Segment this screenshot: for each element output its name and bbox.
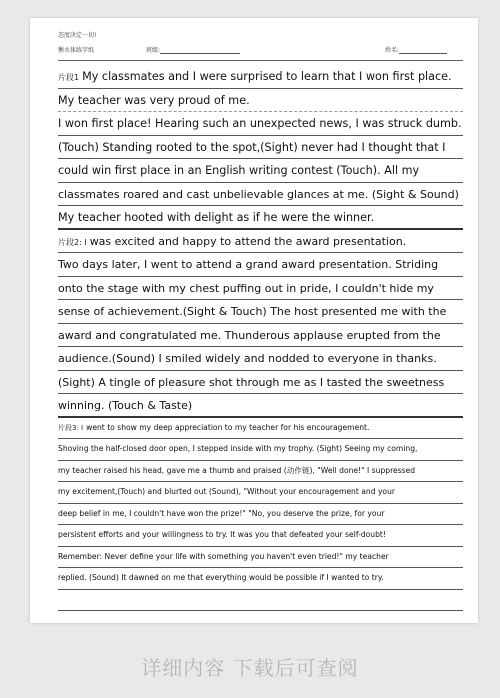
name-blank — [399, 53, 447, 54]
name-field — [385, 45, 447, 54]
section-2-line-2: Two days later, I went to attend a grand award presentation. Striding — [58, 253, 463, 277]
section-1-line-1: 片段1 My classmates and I were surprised to learn that I won first place. — [58, 65, 463, 89]
section-3-line-2: Shoving the half-closed door open, I stepped inside with my trophy. (Sight) Seeing my coming, — [58, 439, 463, 461]
essay-body — [58, 65, 463, 611]
section-2-line-6: audience.(Sound) I smiled widely and nodded to everyone in thanks. — [58, 347, 463, 371]
class-field — [146, 45, 240, 54]
section-1-line-7: My teacher hooted with delight as if he were the winner. — [58, 206, 463, 230]
section-1-line-2: My teacher was very proud of me. — [58, 89, 463, 113]
section-3-line-5: deep belief in me, I couldn't have won the prize!" "No, you deserve the prize, for your — [58, 504, 463, 526]
section-3-line-9 — [58, 590, 463, 612]
name-label: 姓名: — [385, 47, 400, 54]
sheet-header — [58, 45, 463, 57]
section-2-line-5: award and congratulated me. Thunderous applause erupted from the — [58, 324, 463, 348]
section-2-line-8: winning. (Touch & Taste) — [58, 394, 463, 418]
class-blank — [160, 53, 240, 54]
section-1-label: 片段1 — [58, 73, 80, 82]
section-1-line-6: classmates roared and cast unbelievable glances at me. (Sight & Sound) — [58, 183, 463, 207]
section-2-line-7: (Sight) A tingle of pleasure shot through me as I tasted the sweetness — [58, 371, 463, 395]
section-2-line-3: onto the stage with my chest puffing out in pride, I couldn't hide my — [58, 277, 463, 301]
section-3-line-1: 片段3: I went to show my deep appreciation to my teacher for his encouragement. — [58, 418, 463, 440]
writing-sheet — [30, 18, 478, 623]
section-2-line-1: 片段2: I was excited and happy to attend the award presentation. — [58, 230, 463, 254]
section-1-line-3: I won first place! Hearing such an unexpected news, I was struck dumb. — [58, 112, 463, 136]
download-watermark: 详细内容 下载后可查阅 — [141, 656, 359, 680]
section-3-line-8: replied. (Sound) It dawned on me that everything would be possible if I wanted to try. — [58, 568, 463, 590]
section-3-line-7: Remember: Never define your life with something you haven't even tried!" my teacher — [58, 547, 463, 569]
section-3-line-4: my excitement,(Touch) and blurted out (Sound), "Without your encouragement and your — [58, 482, 463, 504]
motto-text: 态度决定一切! — [58, 32, 97, 39]
header-rule — [58, 60, 463, 61]
class-label: 班级: — [146, 47, 161, 54]
section-2-line-4: sense of achievement.(Sight & Touch) The host presented me with the — [58, 300, 463, 324]
section-2-label: 片段2: I — [58, 237, 87, 247]
sheet-title: 衡水体练字纸 — [58, 47, 95, 54]
section-1-line-5: could win first place in an English writing contest (Touch). All my — [58, 159, 463, 183]
section-3-line-6: persistent efforts and your willingness to try. It was you that defeated your self-doubt! — [58, 525, 463, 547]
section-3-line-3: my teacher raised his head, gave me a thumb and praised (动作链), "Well done!" I suppressed — [58, 461, 463, 483]
section-3-label: 片段3: I — [58, 423, 84, 432]
section-1-line-4: (Touch) Standing rooted to the spot,(Sight) never had I thought that I — [58, 136, 463, 160]
